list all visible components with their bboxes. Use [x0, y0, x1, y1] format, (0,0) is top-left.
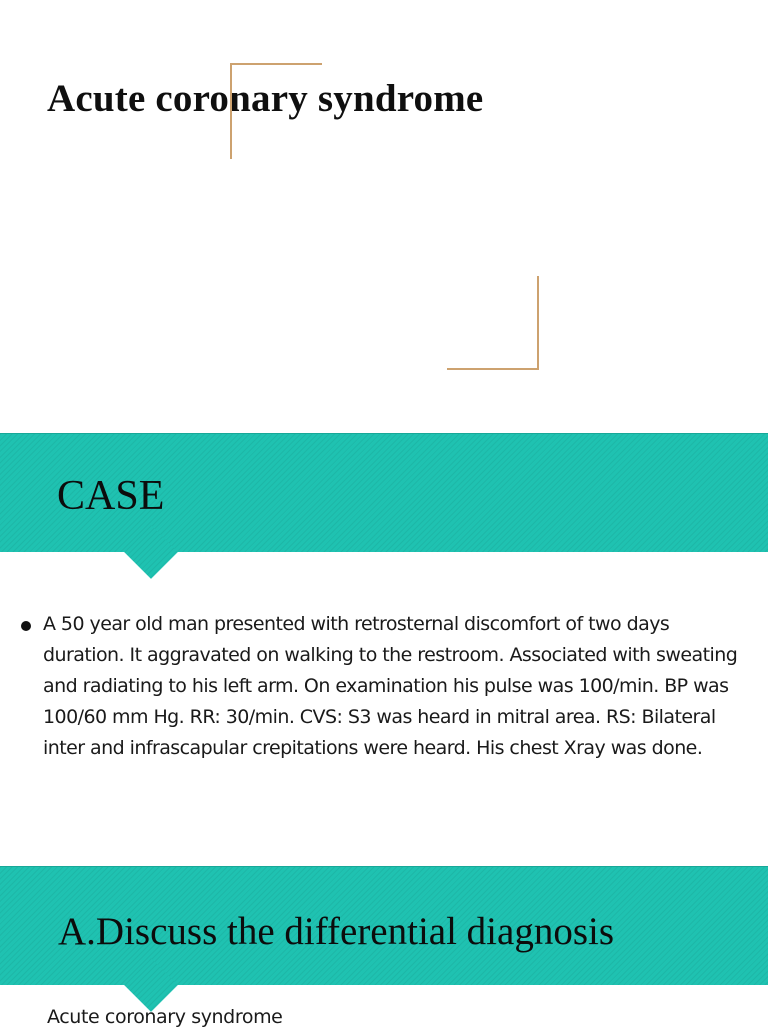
differential-banner — [0, 866, 768, 985]
differential-heading: A.Discuss the differential diagnosis — [58, 910, 615, 953]
decorative-bracket-bottom-right — [447, 276, 539, 370]
banner-pointer — [124, 525, 178, 579]
case-bullet-item — [18, 609, 738, 764]
case-heading: CASE — [57, 473, 165, 519]
case-bullet-text: A 50 year old man presented with retrosternal discomfort of two days duration. It aggravated on walking to the restroom. Associated with sweating and radiating to his left arm. On examination his pulse was 100/min. BP was 100/60 mm Hg. RR: 30/min. CVS: S3 was heard in mitral area. RS: Bilateral inter and infrascapular crepitations were heard. His chest Xray was done. — [43, 613, 738, 759]
decorative-bracket-top-left — [230, 63, 322, 159]
differential-first-item: Acute coronary syndrome — [47, 1006, 283, 1028]
banner-pointer — [124, 958, 178, 1012]
slide-title: Acute coronary syndrome — [47, 77, 484, 120]
case-bullet-list — [18, 609, 738, 764]
bullet-icon — [21, 621, 31, 631]
case-banner — [0, 433, 768, 552]
